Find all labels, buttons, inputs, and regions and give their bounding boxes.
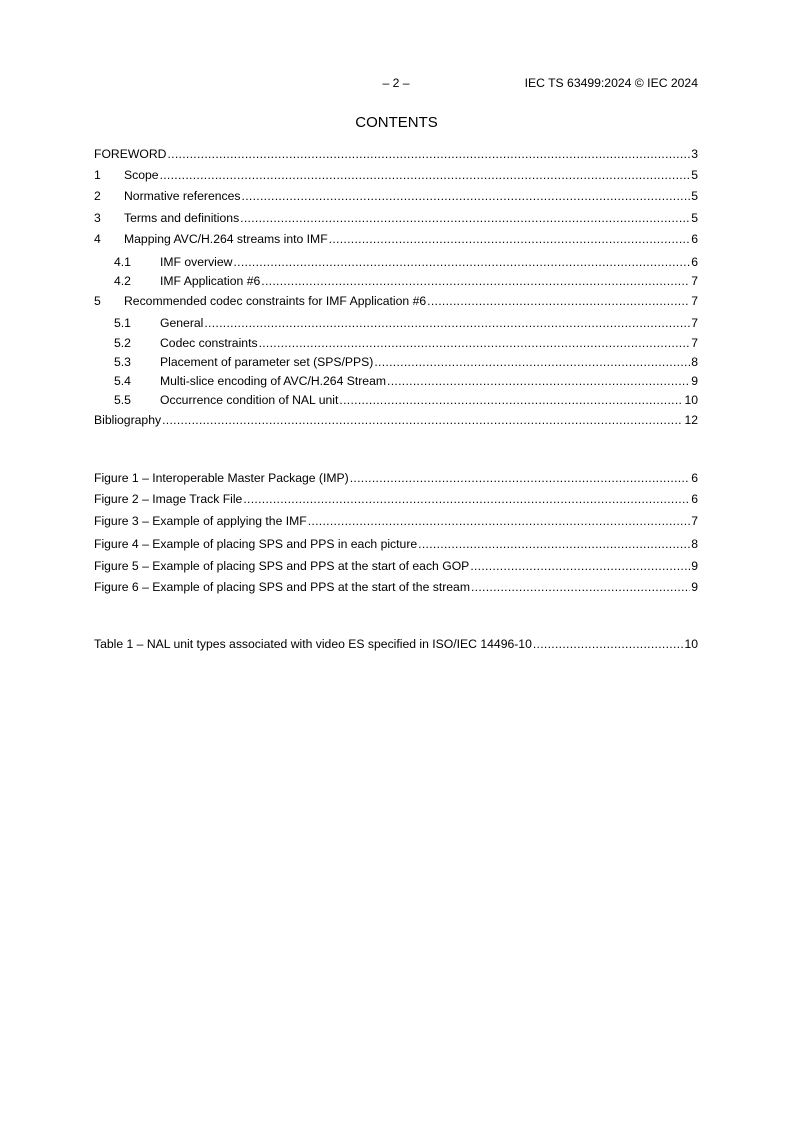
toc-entry-general[interactable] — [94, 315, 698, 331]
figure-entry-6[interactable] — [94, 579, 698, 595]
figure-entry-page: 7 — [691, 514, 698, 528]
toc-entry-label: Mapping AVC/H.264 streams into IMF — [124, 232, 328, 246]
toc-entry-label: Terms and definitions — [124, 211, 240, 225]
toc-entry-imf-application[interactable] — [94, 273, 698, 289]
toc-entry-page: 10 — [684, 393, 698, 407]
figure-entry-5[interactable] — [94, 558, 698, 574]
toc-leader-dots — [533, 636, 684, 652]
toc-entry-number: 3 — [94, 211, 101, 225]
toc-leader-dots — [427, 293, 690, 309]
table-entry-page: 10 — [684, 637, 698, 651]
toc-entry-page: 7 — [691, 274, 698, 288]
toc-entry-foreword[interactable] — [94, 146, 698, 162]
toc-entry-scope[interactable] — [94, 167, 698, 183]
toc-entry-label: Occurrence condition of NAL unit — [160, 393, 339, 407]
toc-leader-dots — [418, 536, 690, 552]
toc-leader-dots — [162, 412, 683, 428]
toc-leader-dots — [387, 373, 690, 389]
figure-entry-4[interactable] — [94, 536, 698, 552]
toc-entry-number: 5.5 — [114, 393, 131, 407]
figure-entry-page: 9 — [691, 580, 698, 594]
table-entry-1[interactable] — [94, 636, 698, 652]
page-number: – 2 – — [382, 76, 410, 90]
toc-leader-dots — [160, 167, 691, 183]
toc-entry-terms-definitions[interactable] — [94, 210, 698, 226]
toc-leader-dots — [259, 335, 691, 351]
toc-entry-label: IMF overview — [160, 255, 233, 269]
figure-entry-page: 9 — [691, 559, 698, 573]
toc-entry-label: Normative references — [124, 189, 241, 203]
toc-entry-label: FOREWORD — [94, 147, 167, 161]
toc-entry-page: 7 — [691, 336, 698, 350]
table-entry-label: Table 1 – NAL unit types associated with video ES specified in ISO/IEC 14496-10 — [94, 637, 532, 651]
toc-entry-page: 9 — [691, 374, 698, 388]
toc-entry-page: 12 — [684, 413, 698, 427]
toc-entry-codec-constraints-section[interactable] — [94, 293, 698, 309]
toc-entry-multi-slice[interactable] — [94, 373, 698, 389]
toc-entry-mapping[interactable] — [94, 231, 698, 247]
toc-leader-dots — [167, 146, 690, 162]
toc-entry-bibliography[interactable] — [94, 412, 698, 428]
figure-entry-2[interactable] — [94, 491, 698, 507]
toc-leader-dots — [329, 231, 691, 247]
toc-entry-page: 8 — [691, 355, 698, 369]
toc-entry-number: 5.3 — [114, 355, 131, 369]
toc-entry-codec-constraints[interactable] — [94, 335, 698, 351]
toc-entry-number: 5.4 — [114, 374, 131, 388]
toc-entry-page: 5 — [691, 189, 698, 203]
page-header — [94, 76, 698, 92]
toc-entry-page: 5 — [691, 211, 698, 225]
toc-leader-dots — [374, 354, 690, 370]
toc-leader-dots — [350, 470, 691, 486]
toc-leader-dots — [240, 210, 690, 226]
toc-entry-occurrence-condition[interactable] — [94, 392, 698, 408]
toc-entry-placement-parameter-set[interactable] — [94, 354, 698, 370]
figure-entry-label: Figure 1 – Interoperable Master Package (IMP) — [94, 471, 349, 485]
toc-entry-page: 5 — [691, 168, 698, 182]
figure-entry-3[interactable] — [94, 513, 698, 529]
toc-entry-number: 5 — [94, 294, 101, 308]
toc-entry-normative-references[interactable] — [94, 188, 698, 204]
toc-leader-dots — [470, 558, 690, 574]
toc-entry-number: 4.1 — [114, 255, 131, 269]
toc-entry-page: 7 — [691, 294, 698, 308]
toc-entry-label: Multi-slice encoding of AVC/H.264 Stream — [160, 374, 387, 388]
toc-leader-dots — [471, 579, 690, 595]
toc-entry-imf-overview[interactable] — [94, 254, 698, 270]
toc-leader-dots — [243, 491, 690, 507]
toc-leader-dots — [204, 315, 690, 331]
toc-entry-number: 5.2 — [114, 336, 131, 350]
toc-entry-page: 6 — [691, 232, 698, 246]
toc-entry-label: Scope — [124, 168, 159, 182]
toc-entry-number: 2 — [94, 189, 101, 203]
toc-entry-number: 1 — [94, 168, 101, 182]
toc-leader-dots — [339, 392, 683, 408]
figure-entry-page: 6 — [691, 471, 698, 485]
toc-entry-page: 6 — [691, 255, 698, 269]
toc-entry-label: Placement of parameter set (SPS/PPS) — [160, 355, 374, 369]
figure-entry-label: Figure 6 – Example of placing SPS and PPS at the start of the stream — [94, 580, 470, 594]
toc-entry-number: 5.1 — [114, 316, 131, 330]
toc-entry-page: 3 — [691, 147, 698, 161]
figure-entry-label: Figure 5 – Example of placing SPS and PPS at the start of each GOP — [94, 559, 470, 573]
toc-entry-number: 4.2 — [114, 274, 131, 288]
toc-entry-label: Codec constraints — [160, 336, 258, 350]
page-title: CONTENTS — [355, 114, 438, 131]
figure-entry-page: 6 — [691, 492, 698, 506]
figure-entry-label: Figure 2 – Image Track File — [94, 492, 243, 506]
toc-entry-label: General — [160, 316, 204, 330]
toc-leader-dots — [261, 273, 690, 289]
figure-entry-label: Figure 4 – Example of placing SPS and PPS in each picture — [94, 537, 418, 551]
figure-entry-1[interactable] — [94, 470, 698, 486]
toc-entry-number: 4 — [94, 232, 101, 246]
toc-leader-dots — [308, 513, 691, 529]
toc-leader-dots — [233, 254, 690, 270]
figure-entry-page: 8 — [691, 537, 698, 551]
figure-entry-label: Figure 3 – Example of applying the IMF — [94, 514, 307, 528]
toc-entry-label: Bibliography — [94, 413, 162, 427]
document-id: IEC TS 63499:2024 © IEC 2024 — [524, 76, 698, 90]
toc-entry-label: Recommended codec constraints for IMF Application #6 — [124, 294, 427, 308]
toc-entry-page: 7 — [691, 316, 698, 330]
toc-leader-dots — [242, 188, 691, 204]
toc-entry-label: IMF Application #6 — [160, 274, 261, 288]
